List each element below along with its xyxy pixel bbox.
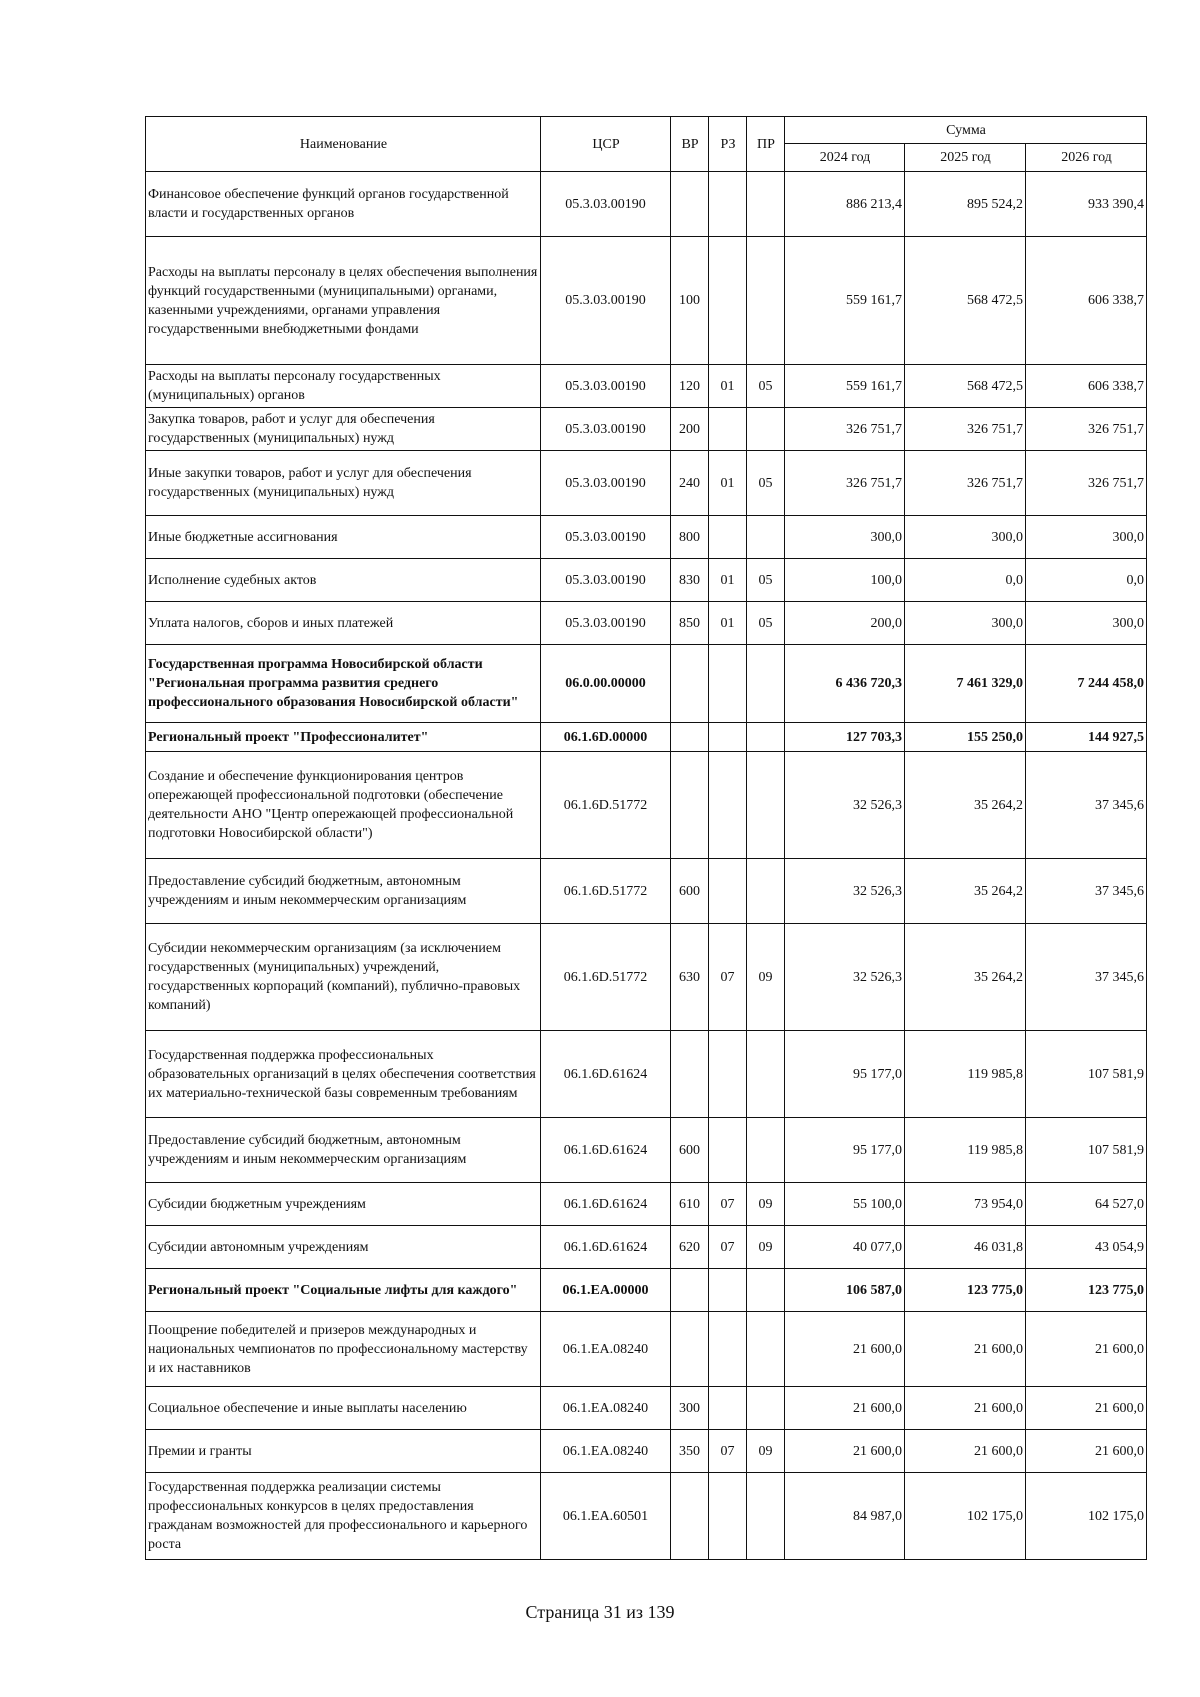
table-row [146,1226,1147,1269]
table-row [146,1269,1147,1312]
header-year-2025: 2025 год [905,144,1026,172]
row-rz-cell [709,237,747,365]
row-csr-cell: 05.3.03.00190 [541,365,671,408]
row-vr-cell: 610 [671,1183,709,1226]
row-csr-cell: 06.1.6D.51772 [541,924,671,1031]
table-row [146,237,1147,365]
row-name-cell: Иные закупки товаров, работ и услуг для обеспечения государственных (муниципальных) нужд [146,451,541,516]
row-2026-cell: 933 390,4 [1026,172,1147,237]
row-2025-cell: 0,0 [905,559,1026,602]
row-rz-cell [709,1031,747,1118]
row-2024-cell: 326 751,7 [785,451,905,516]
table-row [146,1312,1147,1387]
row-pr-cell [747,723,785,752]
table-row [146,645,1147,723]
row-2024-cell: 84 987,0 [785,1473,905,1560]
row-2024-cell: 106 587,0 [785,1269,905,1312]
row-rz-cell: 01 [709,451,747,516]
row-vr-cell: 120 [671,365,709,408]
row-2025-cell: 895 524,2 [905,172,1026,237]
row-2024-cell: 100,0 [785,559,905,602]
table-row [146,172,1147,237]
table-row [146,1031,1147,1118]
row-csr-cell: 05.3.03.00190 [541,237,671,365]
row-2024-cell: 55 100,0 [785,1183,905,1226]
table-row [146,1387,1147,1430]
row-2026-cell: 7 244 458,0 [1026,645,1147,723]
row-2026-cell: 123 775,0 [1026,1269,1147,1312]
table-row [146,924,1147,1031]
row-rz-cell: 01 [709,559,747,602]
row-vr-cell [671,1031,709,1118]
row-2024-cell: 6 436 720,3 [785,645,905,723]
row-vr-cell: 240 [671,451,709,516]
row-pr-cell: 09 [747,1183,785,1226]
table-row [146,516,1147,559]
row-rz-cell: 01 [709,365,747,408]
row-2026-cell: 43 054,9 [1026,1226,1147,1269]
header-name: Наименование [146,117,541,172]
row-2025-cell: 21 600,0 [905,1312,1026,1387]
table-body [146,172,1147,1560]
row-pr-cell: 09 [747,1226,785,1269]
row-2025-cell: 123 775,0 [905,1269,1026,1312]
row-2026-cell: 102 175,0 [1026,1473,1147,1560]
header-csr: ЦСР [541,117,671,172]
row-vr-cell: 850 [671,602,709,645]
row-vr-cell: 630 [671,924,709,1031]
table-header [146,117,1147,172]
row-2025-cell: 35 264,2 [905,924,1026,1031]
row-2024-cell: 32 526,3 [785,859,905,924]
header-rz: РЗ [709,117,747,172]
row-name-cell: Премии и гранты [146,1430,541,1473]
row-pr-cell: 09 [747,1430,785,1473]
row-2026-cell: 64 527,0 [1026,1183,1147,1226]
row-2024-cell: 559 161,7 [785,237,905,365]
row-2024-cell: 95 177,0 [785,1118,905,1183]
table-row [146,723,1147,752]
row-2026-cell: 326 751,7 [1026,408,1147,451]
row-pr-cell [747,645,785,723]
row-pr-cell [747,237,785,365]
row-2025-cell: 326 751,7 [905,451,1026,516]
row-pr-cell: 05 [747,365,785,408]
row-name-cell: Финансовое обеспечение функций органов государственной власти и государственных органов [146,172,541,237]
row-pr-cell [747,1269,785,1312]
row-name-cell: Предоставление субсидий бюджетным, автономным учреждениям и иным некоммерческим организациям [146,1118,541,1183]
row-2024-cell: 40 077,0 [785,1226,905,1269]
row-name-cell: Региональный проект "Профессионалитет" [146,723,541,752]
row-2024-cell: 200,0 [785,602,905,645]
row-2025-cell: 46 031,8 [905,1226,1026,1269]
row-vr-cell [671,1312,709,1387]
row-rz-cell [709,516,747,559]
table-row [146,365,1147,408]
header-year-2026: 2026 год [1026,144,1147,172]
row-vr-cell [671,172,709,237]
row-rz-cell: 07 [709,1430,747,1473]
row-csr-cell: 06.1.6D.00000 [541,723,671,752]
row-vr-cell: 350 [671,1430,709,1473]
row-rz-cell [709,1312,747,1387]
row-2024-cell: 886 213,4 [785,172,905,237]
row-vr-cell: 620 [671,1226,709,1269]
row-2024-cell: 21 600,0 [785,1430,905,1473]
row-name-cell: Государственная поддержка профессиональных образовательных организаций в целях обеспечения соответствия их материально-технической базы современным требованиям [146,1031,541,1118]
row-rz-cell: 01 [709,602,747,645]
row-2025-cell: 119 985,8 [905,1118,1026,1183]
row-2024-cell: 559 161,7 [785,365,905,408]
row-2025-cell: 21 600,0 [905,1387,1026,1430]
row-2024-cell: 300,0 [785,516,905,559]
row-pr-cell [747,172,785,237]
row-csr-cell: 05.3.03.00190 [541,602,671,645]
row-2025-cell: 326 751,7 [905,408,1026,451]
row-csr-cell: 05.3.03.00190 [541,559,671,602]
row-name-cell: Социальное обеспечение и иные выплаты населению [146,1387,541,1430]
row-vr-cell: 600 [671,859,709,924]
row-rz-cell [709,172,747,237]
row-csr-cell: 06.0.00.00000 [541,645,671,723]
row-2024-cell: 21 600,0 [785,1312,905,1387]
budget-table [145,116,1147,1560]
row-2025-cell: 568 472,5 [905,237,1026,365]
row-2024-cell: 95 177,0 [785,1031,905,1118]
row-2025-cell: 300,0 [905,602,1026,645]
row-2025-cell: 35 264,2 [905,859,1026,924]
header-year-2024: 2024 год [785,144,905,172]
row-pr-cell [747,516,785,559]
row-name-cell: Региональный проект "Социальные лифты для каждого" [146,1269,541,1312]
row-csr-cell: 05.3.03.00190 [541,451,671,516]
row-2025-cell: 102 175,0 [905,1473,1026,1560]
row-2024-cell: 326 751,7 [785,408,905,451]
row-2026-cell: 606 338,7 [1026,365,1147,408]
row-2026-cell: 107 581,9 [1026,1118,1147,1183]
row-rz-cell [709,1118,747,1183]
row-csr-cell: 05.3.03.00190 [541,516,671,559]
row-rz-cell [709,1269,747,1312]
row-rz-cell [709,1387,747,1430]
row-2026-cell: 21 600,0 [1026,1387,1147,1430]
row-name-cell: Субсидии автономным учреждениям [146,1226,541,1269]
row-2026-cell: 606 338,7 [1026,237,1147,365]
table-row [146,408,1147,451]
row-2026-cell: 21 600,0 [1026,1312,1147,1387]
row-vr-cell [671,752,709,859]
row-2024-cell: 21 600,0 [785,1387,905,1430]
row-vr-cell [671,723,709,752]
row-csr-cell: 06.1.6D.61624 [541,1226,671,1269]
row-pr-cell: 05 [747,602,785,645]
row-vr-cell [671,645,709,723]
row-2025-cell: 155 250,0 [905,723,1026,752]
row-2026-cell: 37 345,6 [1026,859,1147,924]
row-csr-cell: 06.1.EA.08240 [541,1387,671,1430]
row-csr-cell: 05.3.03.00190 [541,172,671,237]
row-csr-cell: 06.1.EA.60501 [541,1473,671,1560]
row-2025-cell: 35 264,2 [905,752,1026,859]
row-csr-cell: 06.1.EA.00000 [541,1269,671,1312]
row-rz-cell: 07 [709,924,747,1031]
row-csr-cell: 06.1.6D.61624 [541,1118,671,1183]
row-vr-cell [671,1473,709,1560]
row-2024-cell: 32 526,3 [785,752,905,859]
row-vr-cell: 300 [671,1387,709,1430]
row-name-cell: Расходы на выплаты персоналу государственных (муниципальных) органов [146,365,541,408]
row-rz-cell [709,859,747,924]
row-name-cell: Государственная поддержка реализации системы профессиональных конкурсов в целях предоставления гражданам возможностей для профессионального и карьерного роста [146,1473,541,1560]
row-2026-cell: 37 345,6 [1026,924,1147,1031]
row-rz-cell [709,645,747,723]
row-2024-cell: 127 703,3 [785,723,905,752]
row-name-cell: Расходы на выплаты персоналу в целях обеспечения выполнения функций государственными (муниципальными) органами, казенными учреждениями, органами управления государственными внебюджетными фондами [146,237,541,365]
row-pr-cell [747,1118,785,1183]
header-sum: Сумма [785,117,1147,144]
row-name-cell: Субсидии бюджетным учреждениям [146,1183,541,1226]
row-vr-cell: 200 [671,408,709,451]
table-row [146,1118,1147,1183]
table-row [146,859,1147,924]
row-rz-cell [709,1473,747,1560]
row-name-cell: Государственная программа Новосибирской области "Региональная программа развития среднего профессионального образования Новосибирской области" [146,645,541,723]
row-name-cell: Уплата налогов, сборов и иных платежей [146,602,541,645]
row-csr-cell: 06.1.EA.08240 [541,1430,671,1473]
row-2025-cell: 21 600,0 [905,1430,1026,1473]
row-pr-cell [747,1473,785,1560]
row-csr-cell: 06.1.6D.51772 [541,752,671,859]
header-pr: ПР [747,117,785,172]
row-2026-cell: 107 581,9 [1026,1031,1147,1118]
row-2026-cell: 37 345,6 [1026,752,1147,859]
table-row [146,1430,1147,1473]
row-2026-cell: 326 751,7 [1026,451,1147,516]
row-pr-cell [747,859,785,924]
row-vr-cell: 600 [671,1118,709,1183]
row-rz-cell [709,408,747,451]
row-pr-cell: 05 [747,451,785,516]
row-pr-cell: 09 [747,924,785,1031]
row-rz-cell: 07 [709,1226,747,1269]
table-row [146,752,1147,859]
table-row [146,1473,1147,1560]
row-2026-cell: 144 927,5 [1026,723,1147,752]
row-csr-cell: 05.3.03.00190 [541,408,671,451]
header-vr: ВР [671,117,709,172]
table-row [146,559,1147,602]
row-2026-cell: 300,0 [1026,516,1147,559]
row-name-cell: Поощрение победителей и призеров международных и национальных чемпионатов по профессиональному мастерству и их наставников [146,1312,541,1387]
row-pr-cell [747,752,785,859]
row-2025-cell: 119 985,8 [905,1031,1026,1118]
table-row [146,1183,1147,1226]
row-vr-cell: 100 [671,237,709,365]
row-rz-cell [709,752,747,859]
row-vr-cell: 800 [671,516,709,559]
row-name-cell: Иные бюджетные ассигнования [146,516,541,559]
row-vr-cell [671,1269,709,1312]
row-name-cell: Закупка товаров, работ и услуг для обеспечения государственных (муниципальных) нужд [146,408,541,451]
row-name-cell: Исполнение судебных актов [146,559,541,602]
row-pr-cell: 05 [747,559,785,602]
row-2026-cell: 21 600,0 [1026,1430,1147,1473]
row-2025-cell: 300,0 [905,516,1026,559]
row-pr-cell [747,1312,785,1387]
row-csr-cell: 06.1.6D.51772 [541,859,671,924]
row-2025-cell: 7 461 329,0 [905,645,1026,723]
row-2025-cell: 568 472,5 [905,365,1026,408]
row-2026-cell: 0,0 [1026,559,1147,602]
row-vr-cell: 830 [671,559,709,602]
row-csr-cell: 06.1.EA.08240 [541,1312,671,1387]
row-csr-cell: 06.1.6D.61624 [541,1183,671,1226]
table-row [146,602,1147,645]
row-2026-cell: 300,0 [1026,602,1147,645]
row-name-cell: Субсидии некоммерческим организациям (за исключением государственных (муниципальных) учреждений, государственных корпораций (компаний), публично-правовых компаний) [146,924,541,1031]
row-2025-cell: 73 954,0 [905,1183,1026,1226]
row-name-cell: Создание и обеспечение функционирования центров опережающей профессиональной подготовки (обеспечение деятельности АНО "Центр опережающей профессиональной подготовки Новосибирской области") [146,752,541,859]
row-2024-cell: 32 526,3 [785,924,905,1031]
row-csr-cell: 06.1.6D.61624 [541,1031,671,1118]
row-name-cell: Предоставление субсидий бюджетным, автономным учреждениям и иным некоммерческим организациям [146,859,541,924]
page-number: Страница 31 из 139 [525,1602,675,1622]
row-pr-cell [747,1387,785,1430]
row-rz-cell: 07 [709,1183,747,1226]
row-pr-cell [747,1031,785,1118]
row-rz-cell [709,723,747,752]
row-pr-cell [747,408,785,451]
table-row [146,451,1147,516]
